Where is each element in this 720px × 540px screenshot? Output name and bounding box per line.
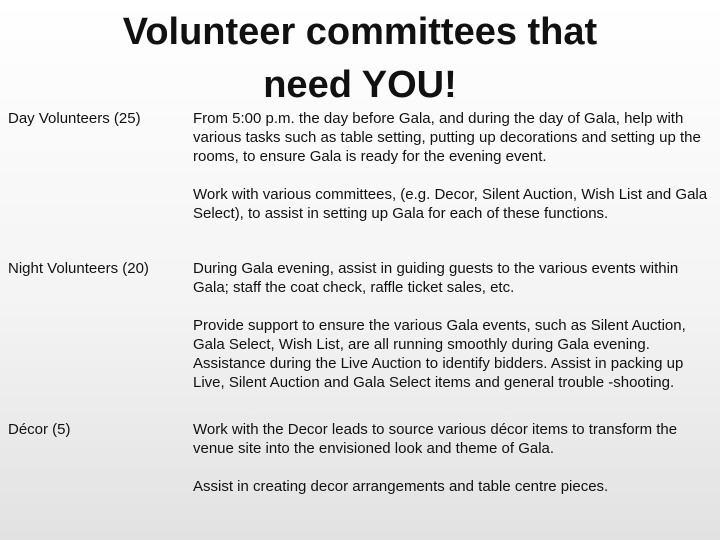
committee-description: Assist in creating decor arrangements and table centre pieces.: [193, 478, 609, 495]
title-line-1: Volunteer committees that: [122, 11, 598, 53]
committee-description: During Gala evening, assist in guiding guests to the various events within Gala; staff the coat check, raffle ticket sales, etc.: [193, 260, 679, 296]
committee-name: Day Volunteers (25): [8, 110, 141, 127]
committee-name: Décor (5): [8, 421, 71, 438]
committee-description: Work with the Decor leads to source various décor items to transform the venue site into the envisioned look and theme of Gala.: [193, 421, 678, 457]
committee-description: From 5:00 p.m. the day before Gala, and during the day of Gala, help with various tasks such as table setting, putting up decorations and setting up the rooms, to ensure Gala is ready for the evening event.: [193, 110, 701, 165]
slide-title: [60, 6, 660, 112]
committee-name: Night Volunteers (20): [8, 260, 149, 277]
committee-description: Provide support to ensure the various Gala events, such as Silent Auction, Gala Select, Wish List, are all running smoothly during Gala evening. Assistance during the Live Auction to identify bidders. Assist in packing up Live, Silent Auction and Gala Select items and general trouble -shooting.: [193, 317, 686, 391]
title-line-2: need YOU!: [263, 64, 457, 106]
committee-description: Work with various committees, (e.g. Decor, Silent Auction, Wish List and Gala Select), to assist in setting up Gala for each of these functions.: [193, 186, 708, 222]
